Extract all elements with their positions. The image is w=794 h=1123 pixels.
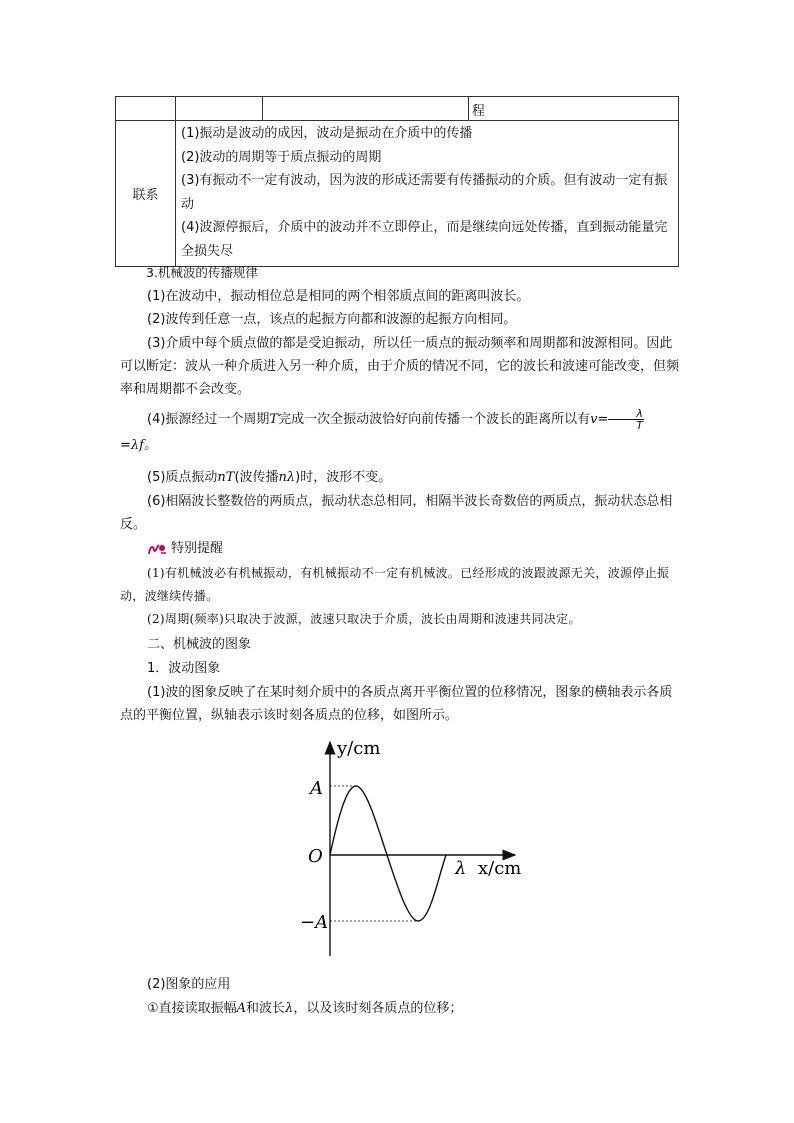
table-cell-text: 程 xyxy=(472,104,486,119)
table-cell xyxy=(176,97,263,121)
paragraph: (3)介质中每个质点做的都是受迫振动，所以任一质点的振动频率和周期都和波源相同。因此可以断定：波从一种介质进入另一种介质，由于介质的情况不同，它的波长和波速可能改变，但频率和周期都不会改变。 xyxy=(120,336,680,397)
tip-heading xyxy=(147,537,223,556)
section-heading: 3.机械波的传播规律 xyxy=(146,265,258,280)
paragraph: (6)相隔波长整数倍的两质点，振动状态总相同，相隔半波长奇数倍的两质点，振动状态总相反。 xyxy=(120,494,673,532)
paragraph: (1)在波动中，振动相位总是相同的两个相邻质点间的距离叫波长。 xyxy=(147,289,530,304)
table-row-label: 联系 xyxy=(116,121,176,267)
list-item: (1)振动是波动的成因，波动是振动在介质中的传播 xyxy=(181,126,473,141)
text: )时，波形不变。 xyxy=(295,470,392,485)
neg-amplitude-label: −A xyxy=(300,912,329,933)
fraction-denominator: T xyxy=(636,419,643,432)
tip-title: 特别提醒 xyxy=(171,541,224,556)
paragraph xyxy=(120,997,680,1020)
list-item: (2)波动的周期等于质点振动的周期 xyxy=(181,149,382,165)
text: (4)振源经过一个周期 xyxy=(147,412,270,427)
symbol-lambda: λ xyxy=(285,1001,294,1016)
paragraph: (2)波传到任意一点，该点的起振方向都和波源的起振方向相同。 xyxy=(147,312,517,327)
symbol-T: T xyxy=(269,412,279,427)
text: = xyxy=(597,412,609,427)
symbol-nT: nT xyxy=(217,470,235,485)
paragraph: (1)波的图象反映了在某时刻介质中的各质点离开平衡位置的位移情况，图象的横轴表示各质点的平衡位置，纵轴表示该时刻各质点的位移，如图所示。 xyxy=(120,685,673,723)
y-axis-label: y/cm xyxy=(337,738,381,759)
symbol-A: A xyxy=(236,1001,247,1016)
text: (5)质点振动 xyxy=(147,470,218,485)
table-cell xyxy=(176,121,679,267)
text: 和波长 xyxy=(246,1001,286,1016)
symbol-lambda-f: λf。 xyxy=(130,438,157,453)
list-item: (3)有振动不一定有波动，因为波的形成还需要有传播振动的介质。但有波动一定有振动 xyxy=(181,173,668,212)
x-axis-label: x/cm xyxy=(478,858,522,879)
table-row xyxy=(116,97,679,121)
text: = xyxy=(120,438,131,453)
fraction-numerator: λ xyxy=(608,408,644,420)
sub-heading: 1．波动图象 xyxy=(147,661,221,676)
table-cell xyxy=(469,97,679,121)
text: (波传播 xyxy=(234,470,279,485)
table-row xyxy=(116,121,679,267)
wave-curve xyxy=(330,786,446,921)
tip-text: (1)有机械波必有机械振动，有机械振动不一定有机械波。已经形成的波跟波源无关，波源停止振动，波继续传播。 xyxy=(120,566,670,603)
text: ，以及该时刻各质点的位移； xyxy=(293,1001,463,1016)
table-cell xyxy=(116,97,176,121)
amplitude-label: A xyxy=(310,778,323,799)
text: ①直接读取振幅 xyxy=(147,1001,237,1016)
text: 完成一次全振动波恰好向前传播一个波长的距离所以有 xyxy=(278,412,591,427)
list-item: (4)波源停振后，介质中的波动并不立即停止，而是继续向远处传播，直到振动能量完全损失尽 xyxy=(181,220,668,259)
section-heading: 二、机械波的图象 xyxy=(147,637,252,652)
paragraph xyxy=(120,466,680,489)
fraction xyxy=(608,408,644,431)
comparison-table xyxy=(115,96,679,267)
paragraph-formula xyxy=(120,407,680,459)
symbol-nlambda: nλ xyxy=(278,470,296,485)
tip-text: (2)周期(频率)只取决于波源，波速只取决于介质，波长由周期和波速共同决定。 xyxy=(147,612,581,626)
symbol-v: v xyxy=(590,412,598,427)
origin-label: O xyxy=(308,846,323,867)
paragraph: (2)图象的应用 xyxy=(147,977,231,992)
wave-graph xyxy=(290,728,540,968)
tip-icon xyxy=(147,542,169,556)
lambda-label: λ xyxy=(455,858,467,879)
table-cell xyxy=(263,97,469,121)
